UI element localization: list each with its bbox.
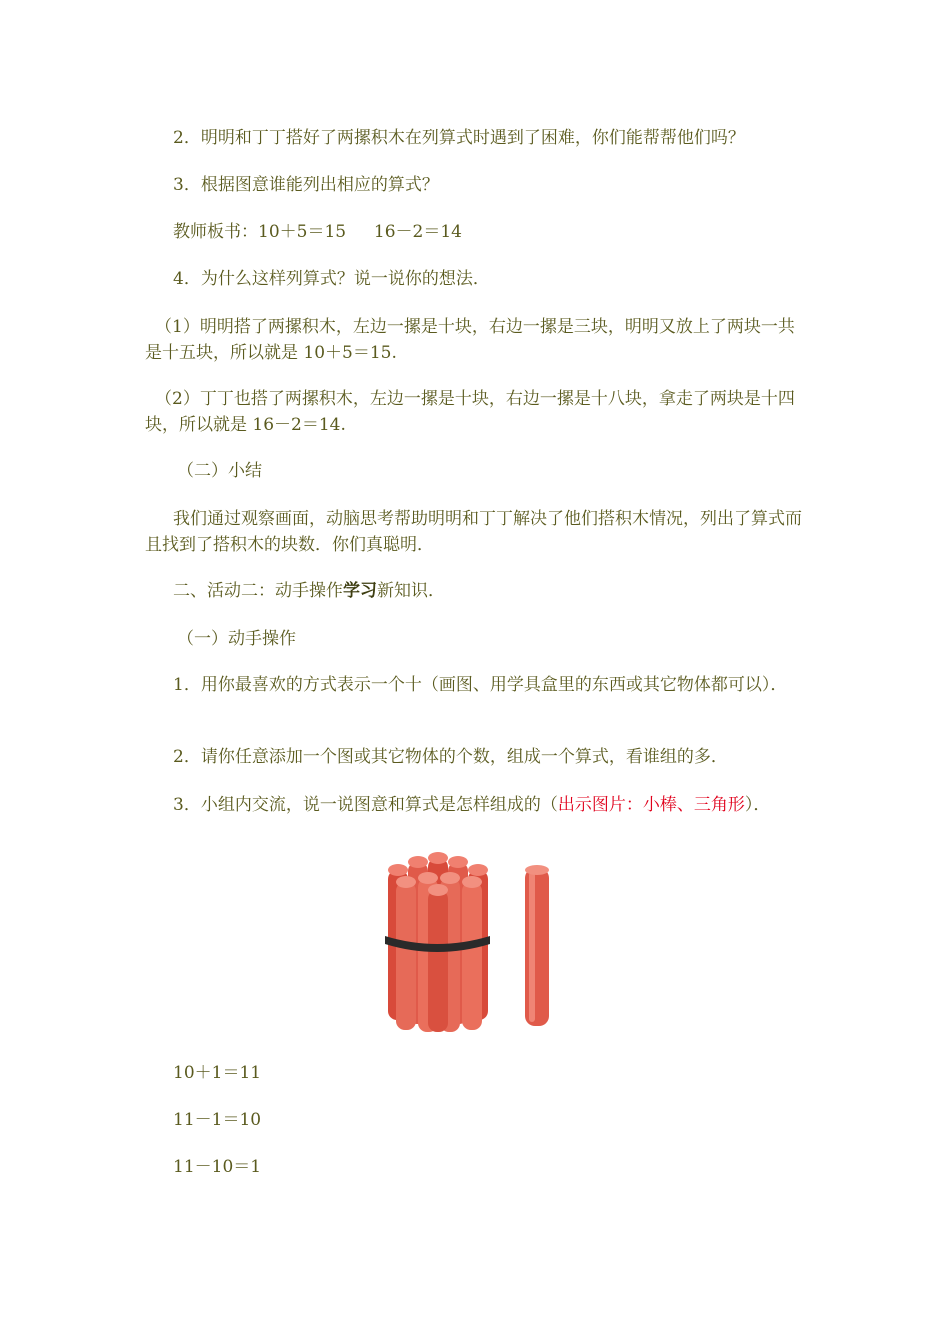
equation-1: 10＋1＝11 [173,1063,262,1083]
paragraph-summary-heading: （二）小结 [177,461,262,481]
stick-end [448,856,468,868]
stick-end [428,852,448,864]
paragraph-summary: 我们通过观察画面，动脑思考帮助明明和丁丁解决了他们搭积木情况，列出了算式而且找到了搭积木的块数．你们真聪明． [145,509,802,555]
stick-bundle [385,852,490,1032]
activity-2-text: 二、活动二：动手操作 [173,581,343,601]
paragraph-hands-on-heading: （一）动手操作 [177,629,296,649]
stick-end [408,856,428,868]
equation-3: 11－10＝1 [173,1157,262,1177]
stick-end [462,876,482,888]
stick-end [388,864,408,876]
paragraph-step-3 [145,792,810,818]
activity-2-text-end: 新知识． [377,581,445,601]
paragraph-step-2: 2．请你任意添加一个图或其它物体的个数，组成一个算式，看谁组的多． [173,747,728,767]
paragraph-explanation-1: （1）明明搭了两摞积木，左边一摞是十块，右边一摞是三块，明明又放上了两块一共是十五块，所以就是 10＋5＝15. [145,317,795,363]
activity-2-bold-link[interactable]: 学习 [343,581,377,601]
paragraph-question-3: 3．根据图意谁能列出相应的算式？ [173,175,439,195]
stick-end [418,872,438,884]
sticks-illustration [380,840,580,1040]
single-stick [525,865,549,1026]
stick-end [396,876,416,888]
paragraph-step-1: 1．用你最喜欢的方式表示一个十（画图、用学具盒里的东西或其它物体都可以）． [173,675,788,695]
stick-end [440,872,460,884]
bundle-stick [462,882,482,1030]
step-3-red-note: 出示图片：小棒、三角形 [557,795,745,815]
step-3-text-end: ）． [744,795,771,815]
bundle-stick [428,890,448,1032]
step-3-text: 3．小组内交流，说一说图意和算式是怎样组成的（ [173,795,558,815]
paragraph-question-4: 4．为什么这样列算式？说一说你的想法． [173,269,490,289]
stick-end [468,864,488,876]
paragraph-board-writing: 教师板书：10＋5＝15 16－2＝14 [173,222,462,242]
paragraph-explanation-2: （2）丁丁也搭了两摞积木，左边一摞是十块，右边一摞是十八块，拿走了两块是十四块，所以就是 16－2＝14. [145,389,795,435]
paragraph-question-2: 2．明明和丁丁搭好了两摞积木在列算式时遇到了困难，你们能帮帮他们吗？ [173,128,745,148]
bundle-stick [396,882,416,1030]
stick-end [428,884,448,896]
paragraph-activity-2 [145,578,810,604]
equation-2: 11－1＝10 [173,1110,262,1130]
